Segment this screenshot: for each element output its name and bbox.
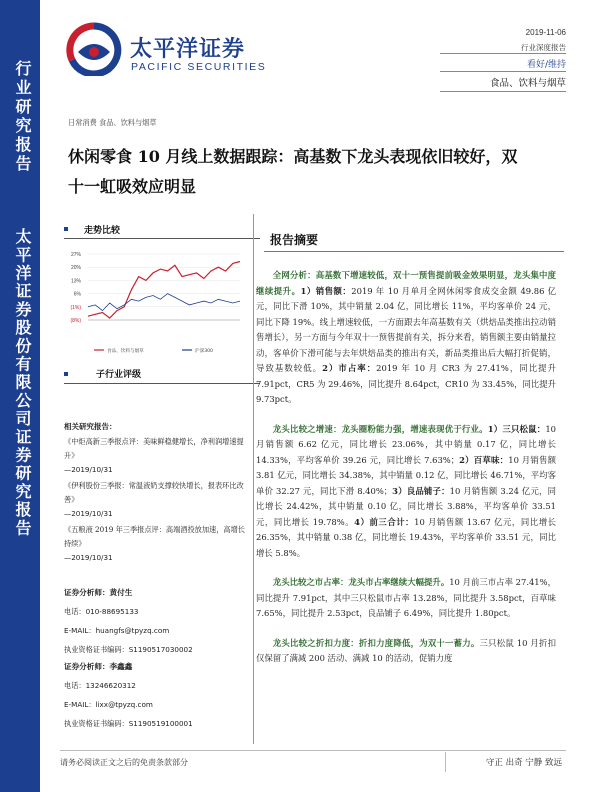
- analyst-title-1: 证券分析师：黄付生: [64, 588, 133, 597]
- breadcrumb: 日常消费 食品、饮料与烟草: [68, 118, 157, 127]
- related-item: [64, 435, 248, 477]
- analyst-cert-2: 执业资格证书编码：S1190519100001: [64, 719, 193, 728]
- trend-heading-rule: [64, 238, 260, 239]
- related-heading: 相关研究报告：: [64, 422, 117, 431]
- y-tick-label: (8%): [70, 318, 81, 324]
- analyst-title-2: 证券分析师：李鑫鑫: [64, 662, 133, 671]
- sidebar-bottom-label: 太平洋证券股份有限公司证券研究报告: [13, 228, 32, 538]
- y-tick-label: (1%): [70, 304, 81, 311]
- summary-para-3: [256, 575, 556, 622]
- summary-para-4: [256, 636, 556, 667]
- para-4-lead: 龙头比较之折扣力度：折扣力度降低，为双十一蓄力。: [272, 637, 480, 648]
- summary-para-1: [256, 268, 556, 408]
- related-date-3: —2019/10/31: [64, 553, 113, 562]
- para-2-text-2: 10 月销售额 3.81 亿元，同比增长 34.38%，其中销量 0.12 亿，同比增长 46.71%，平均客单价 32.27 元，同比下滑 8.40%；: [256, 454, 556, 496]
- summary-body: [256, 268, 556, 667]
- para-1-text-1: 2019 年 10 月单月全网休闲零食成交金额 49.86 亿元，同比下滑 10%，其中销量 2.04 亿，同比增长 11%，平均客单价 24 元，同比下降 19%。线上增速较低，一方面跟去年高基数有关（烘焙品类推出拉动销售增长），另一方面与今年双十一预售提前有关，拆分来看，销售额主要由销量拉动，客单价下滑可能与去年烘焙品类的推出有关，新品类推出后大幅打折促销，导致基数较低。: [256, 285, 556, 373]
- related-reports: [64, 420, 248, 565]
- company-logo: [64, 22, 124, 76]
- sub-rating-rule: [64, 383, 260, 384]
- footer-disclaimer: 请务必阅读正文之后的免责条款部分: [60, 758, 188, 767]
- summary-heading-rule: [264, 251, 564, 252]
- analyst-email-2[interactable]: E-MAIL：lixx@tpyzq.com: [64, 700, 153, 709]
- related-link-3[interactable]: 《五粮液 2019 年三季报点评：高端酒投放加速，高增长持续》: [64, 525, 245, 548]
- para-1-bold-1: 1）销售额：: [300, 285, 352, 296]
- footer-motto-divider: [445, 752, 446, 772]
- report-type: 行业深度报告: [521, 43, 566, 52]
- related-link-2[interactable]: 《伊利股份三季报：常温液奶支撑较快增长，报表环比改善》: [64, 481, 244, 504]
- para-4-text: 三只松鼠 10 月折扣仅保留了满减 200 活动、满减 10 的活动，促销力度: [256, 637, 557, 663]
- related-link-1[interactable]: 《中炬高新三季报点评：美味鲜稳健增长，净利润增速提升》: [64, 437, 244, 460]
- page-title: [68, 142, 568, 202]
- para-2-bold-3: 3）良品铺子：: [392, 485, 450, 496]
- related-date-1: —2019/10/31: [64, 465, 113, 474]
- analyst-phone-2: 电话：13246620312: [64, 681, 136, 690]
- brand-name-en: PACIFIC SECURITIES: [131, 61, 267, 73]
- para-2-bold-1: 1）三只松鼠：: [487, 423, 546, 434]
- analyst-cert-1: 执业资格证书编码：S1190517030002: [64, 645, 193, 654]
- logo-mark-icon: [64, 22, 124, 76]
- para-2-bold-2: 2）百草味：: [459, 454, 509, 465]
- related-item: [64, 523, 248, 565]
- footer-motto: 守正 出奇 宁静 致远: [485, 758, 562, 768]
- header-rule-3: [440, 91, 566, 92]
- brand-name-cn: 太平洋证券: [130, 37, 246, 62]
- para-3-lead: 龙头比较之市占率：龙头市占率继续大幅提升。: [272, 577, 450, 587]
- header-rule: [440, 53, 566, 54]
- header-rule-2: [440, 71, 566, 72]
- y-tick-label: 13%: [70, 278, 81, 285]
- series-line-1: [88, 262, 240, 319]
- para-3-text: 10 月前三市占率 27.41%，同比提升 7.91pct，其中三只松鼠市占率 13.28%，同比提升 3.58pct，百草味 7.65%，同比提升 2.53pct，良品铺子 6.49%，同比提升 1.80pct。: [256, 577, 556, 618]
- para-2-bold-4: 4）前三合计：: [354, 516, 415, 527]
- rating-badge: 看好/维持: [526, 60, 566, 70]
- title-line-1: 休闲零食 10 月线上数据跟踪：高基数下龙头表现依旧较好，双: [68, 147, 518, 166]
- legend-label: 食品、饮料与烟草: [107, 349, 144, 354]
- report-date: 2019-11-06: [525, 28, 566, 37]
- para-2-text-3: 10 月销售额 3.24 亿元，同比增长 24.42%，其中销量 0.10 亿，同比增长 3.88%，平均客单价 33.51 元，同比增长 19.78%。: [256, 485, 556, 527]
- analyst-phone-1: 电话：010-88695133: [64, 607, 139, 616]
- trend-chart: [64, 246, 246, 362]
- summary-heading: 报告摘要: [270, 233, 319, 247]
- para-2-text-4: 10 月销售额 13.67 亿元，同比增长 26.35%，其中销量 0.38 亿，同比增长 19.43%，平均客单价 33.51 元，同比增长 5.8%。: [256, 516, 556, 558]
- sub-rating-heading-marker: [64, 372, 68, 376]
- analyst-email-1[interactable]: E-MAIL：huangfs@tpyzq.com: [64, 626, 170, 635]
- para-2-text-1: 10 月销售额 6.62 亿元，同比增长 23.06%，其中销量 0.17 亿，同比增长 14.33%，平均客单价 39.26 元，同比增长 7.63%；: [256, 423, 557, 465]
- y-tick-label: 20%: [70, 265, 81, 272]
- trend-heading: 走势比较: [84, 226, 121, 236]
- legend-label: 沪深300: [195, 349, 213, 354]
- related-date-2: —2019/10/31: [64, 509, 113, 518]
- para-1-lead: 全网分析：高基数下增速较低，双十一预售提前吸金效果明显，龙头集中度继续提升。: [256, 270, 556, 296]
- series-line-2: [88, 294, 240, 311]
- summary-para-2: [256, 422, 556, 562]
- footer-rule: [60, 750, 566, 751]
- sector-label: 食品、饮料与烟草: [489, 78, 566, 89]
- sidebar-top-label: 行业研究报告: [13, 60, 32, 174]
- para-1-text-2: 2019 年 10 月 CR3 为 27.41%，同比提升 7.91pct，CR5 为 29.46%，同比提升 8.64pct，CR10 为 33.45%，同比提升 9.73pct。: [256, 363, 556, 404]
- analyst-block: [64, 586, 248, 731]
- related-item: [64, 479, 248, 521]
- trend-heading-marker: [64, 227, 68, 231]
- title-line-2: 十一虹吸效应明显: [68, 177, 197, 196]
- column-divider: [253, 214, 254, 744]
- sub-rating-heading: 子行业评级: [96, 370, 142, 380]
- para-1-bold-2: 2）市占率：: [322, 363, 377, 373]
- para-2-lead: 龙头比较之增速：龙头圈粉能力强，增速表现优于行业。: [272, 423, 488, 434]
- y-tick-label: 27%: [70, 252, 81, 258]
- y-tick-label: 6%: [73, 291, 81, 298]
